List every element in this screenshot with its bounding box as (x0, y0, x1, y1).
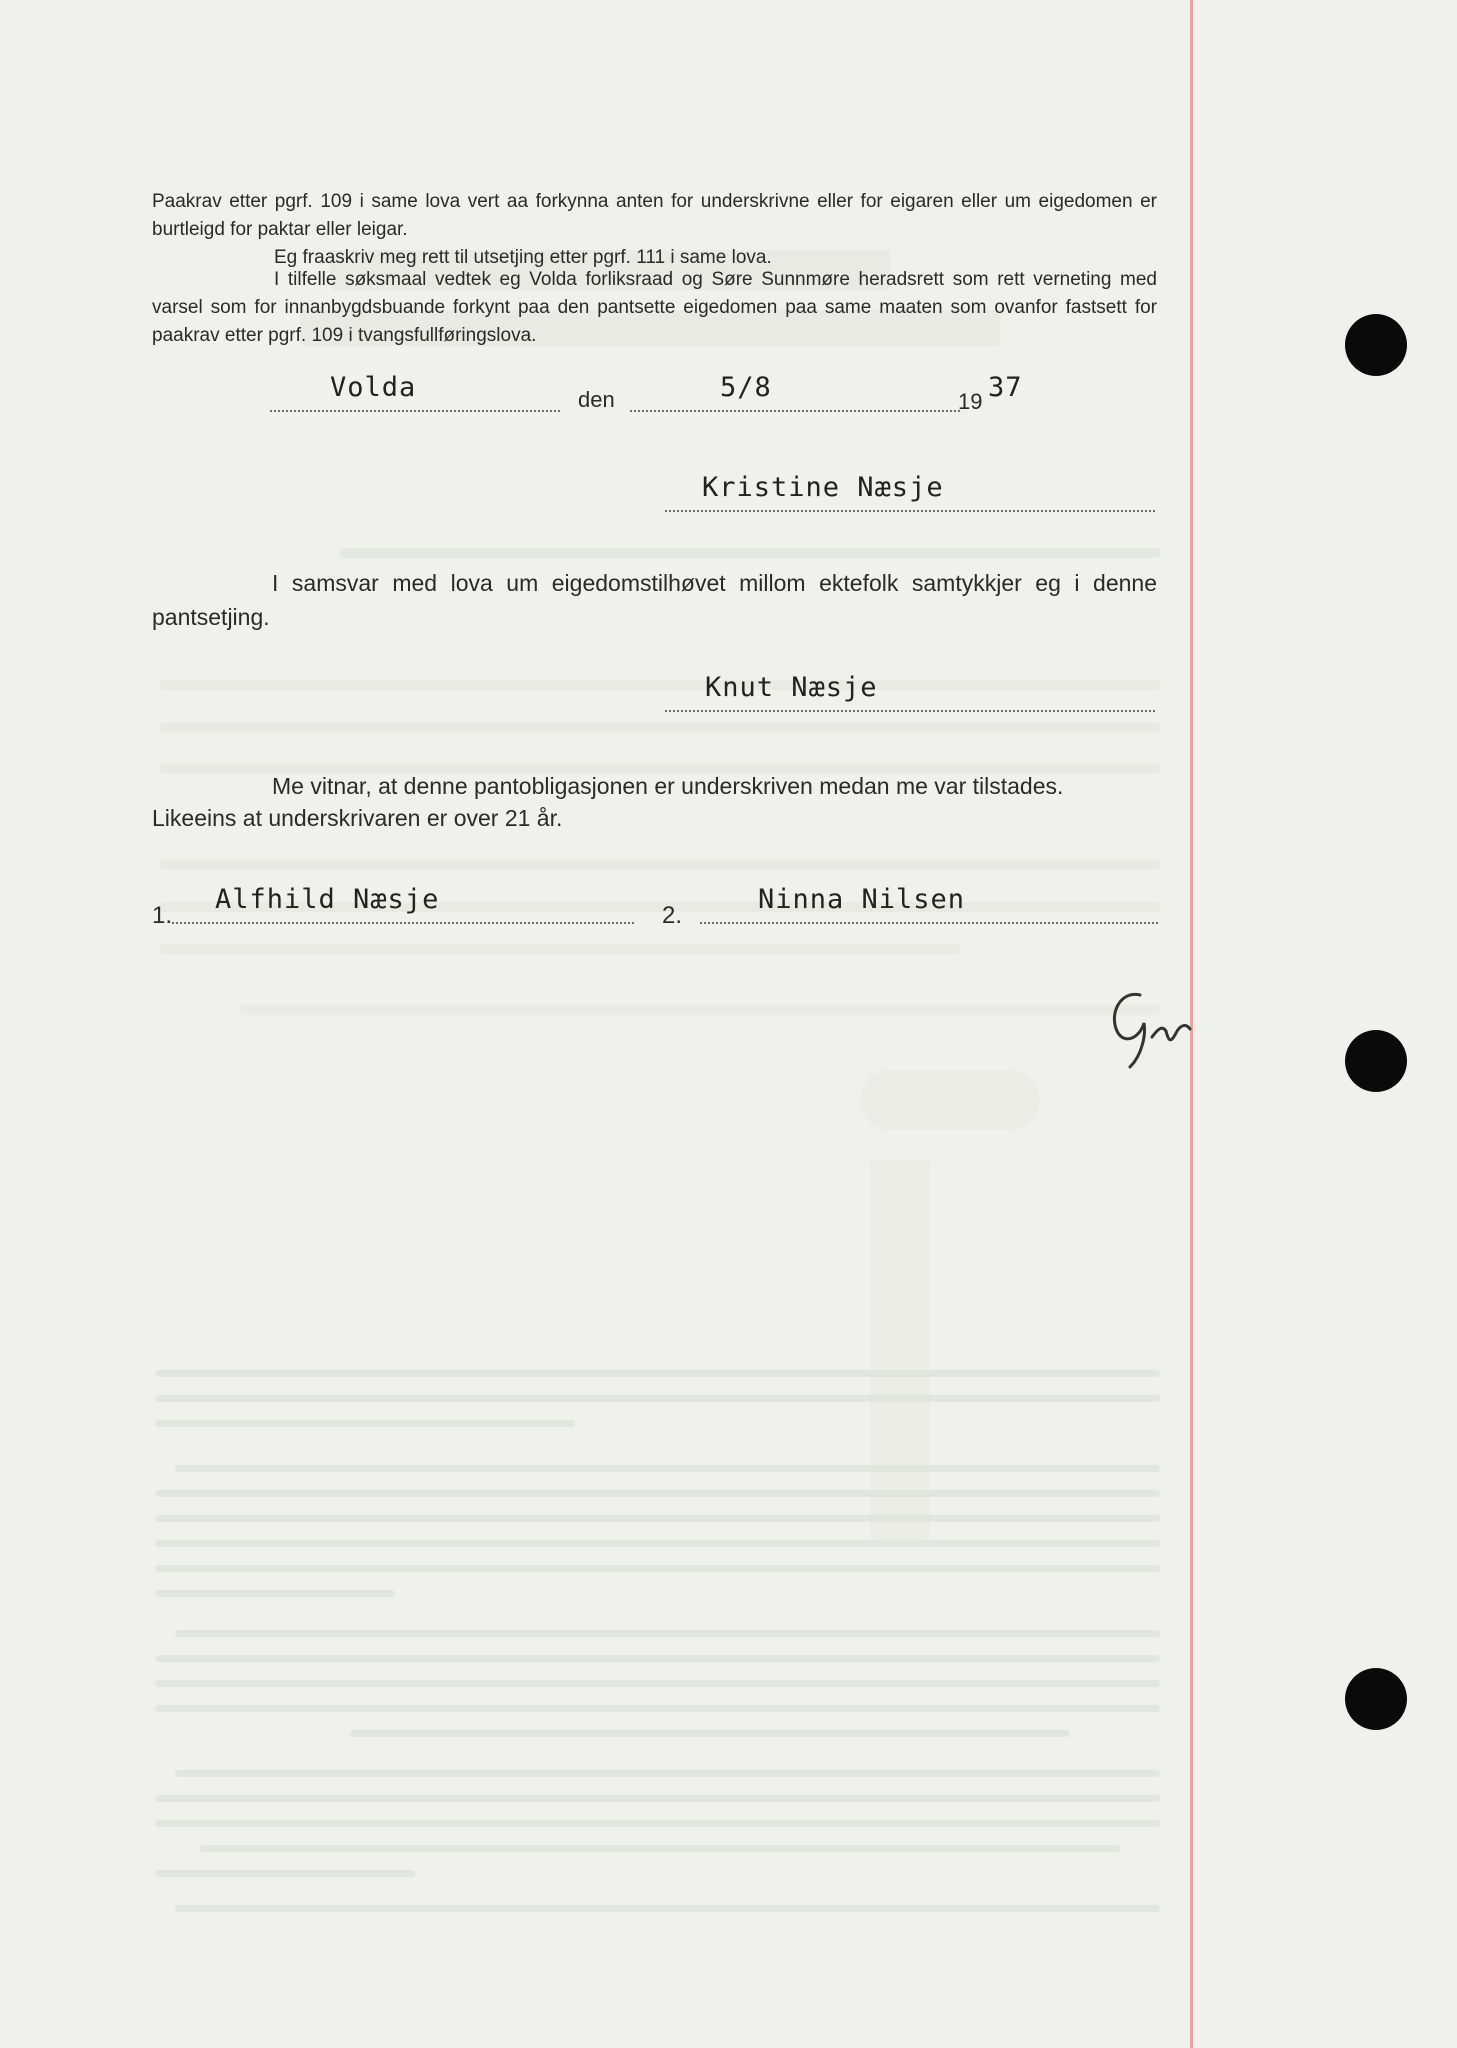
witness-statement-line2: Likeeins at underskrivaren er over 21 år. (152, 805, 563, 831)
bleed-through-mark (155, 1590, 395, 1597)
witness-number-2: 2. (662, 902, 683, 929)
debtor-signature-line (665, 510, 1155, 512)
witness-statement-line1: Me vitnar, at denne pantobligasjonen er underskriven medan me var tilstades. (272, 773, 1064, 799)
witness-signature-line-1 (172, 922, 634, 924)
bleed-through-mark (350, 1730, 1070, 1737)
clause-paakrav-text: Paakrav etter pgrf. 109 i same lova vert aa forkynna anten for underskrivne eller for eigaren eller um eigedomen er burtleigd for paktar eller leigar. (152, 191, 1157, 240)
bleed-through-mark (155, 1705, 1160, 1712)
bleed-through-mark (160, 722, 1160, 732)
clause-soksmaal (152, 266, 1157, 350)
dateline-den-label: den (578, 387, 615, 412)
handwritten-initials (1100, 975, 1210, 1075)
punch-hole (1345, 1668, 1407, 1730)
bleed-through-mark (155, 1820, 1160, 1827)
clause-fraaskriv-text: Eg fraaskriv meg rett til utsetjing etter pgrf. 111 i same lova. (274, 247, 772, 268)
bleed-through-mark (860, 1070, 1040, 1130)
witness-signature-2: Ninna Nilsen (758, 884, 966, 915)
bleed-through-mark (200, 1845, 1120, 1852)
bleed-through-mark (175, 1905, 1160, 1912)
dateline-place: Volda (330, 372, 417, 403)
bleed-through-mark (155, 1540, 1160, 1547)
bleed-through-mark (155, 1370, 1160, 1377)
dateline-date: 5/8 (720, 372, 772, 403)
bleed-through-mark (155, 1420, 575, 1427)
witness-number-1: 1. (152, 902, 173, 929)
punch-hole (1345, 1030, 1407, 1092)
clause-soksmaal-text: I tilfelle søksmaal vedtek eg Volda forliksraad og Søre Sunnmøre heradsrett som rett verneting med varsel som for innanbygdsbuande forkynt paa den pantsette eigedomen paa same maaten som ovanfor fastsett for paakrav etter pgrf. 109 i tvangsfullføringslova. (152, 269, 1157, 346)
witness-signature-1: Alfhild Næsje (215, 884, 440, 915)
dateline-year-suffix: 37 (988, 372, 1023, 403)
bleed-through-mark (155, 1870, 415, 1877)
punch-hole (1345, 314, 1407, 376)
dateline-date-line (630, 410, 960, 412)
spouse-consent-text (152, 566, 1157, 634)
bleed-through-mark (160, 944, 960, 954)
spouse-signature-line (665, 710, 1155, 712)
clause-paakrav (152, 188, 1157, 244)
bleed-through-mark (155, 1795, 1160, 1802)
spouse-consent-sentence: I samsvar med lova um eigedomstilhøvet millom ektefolk samtykkjer eg i denne pantsetjing. (152, 570, 1157, 630)
bleed-through-mark (155, 1565, 1160, 1572)
bleed-through-mark (155, 1395, 1160, 1402)
bleed-through-mark (155, 1655, 1160, 1662)
bleed-through-mark (175, 1465, 1160, 1472)
dateline-place-line (270, 410, 560, 412)
debtor-signature: Kristine Næsje (702, 472, 944, 503)
bleed-through-mark (160, 680, 1160, 690)
bleed-through-mark (175, 1630, 1160, 1637)
bleed-through-mark (240, 1005, 1160, 1015)
dateline-year-prefix: 19 (958, 389, 983, 414)
bleed-through-mark (155, 1680, 1160, 1687)
bleed-through-mark (340, 548, 1160, 558)
witness-signature-line-2 (700, 922, 1158, 924)
bleed-through-mark (175, 1770, 1160, 1777)
bleed-through-mark (870, 1160, 930, 1540)
bleed-through-mark (160, 860, 1160, 870)
bleed-through-mark (155, 1515, 1160, 1522)
bleed-through-mark (155, 1490, 1160, 1497)
spouse-signature: Knut Næsje (705, 672, 878, 703)
